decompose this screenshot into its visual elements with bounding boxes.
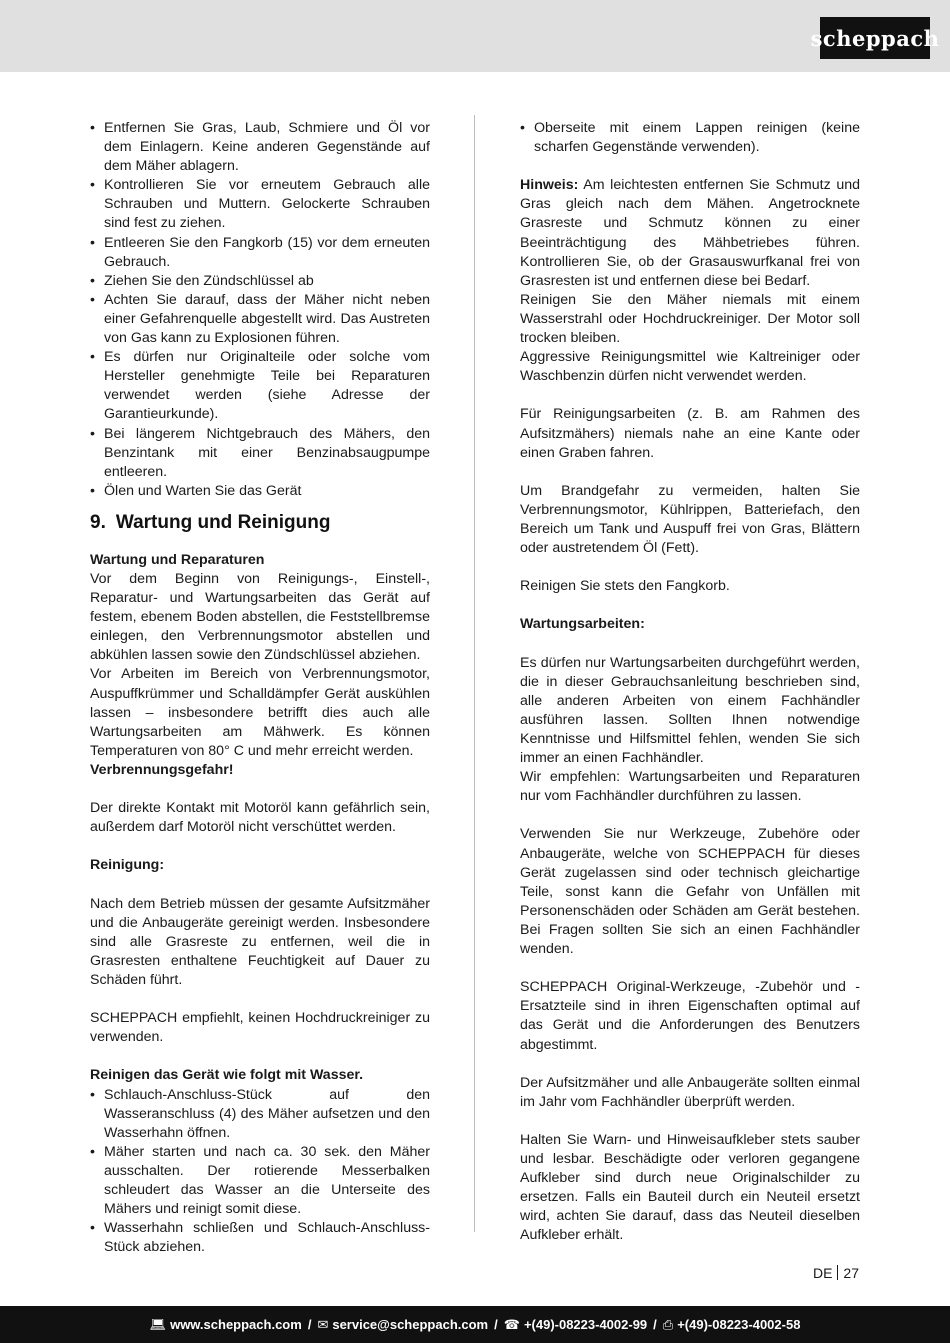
list-item: • Oberseite mit einem Lappen reinigen (keine scharfen Gegenstände verwenden). xyxy=(520,119,860,157)
edge-paragraph: Für Reinigungsarbeiten (z. B. am Rahmen des Aufsitzmähers) niemals nahe an eine Kante oder einen Graben fahren. xyxy=(520,406,860,461)
list-item: • Achten Sie darauf, dass der Mäher nicht neben einer Gefahrenquelle abgestellt wird. Das Austreten von Gas kann zu Explosionen führen. xyxy=(90,291,430,348)
list-item: • Entfernen Sie Gras, Laub, Schmiere und Öl vor dem Einlagern. Keine anderen Gegenstände auf dem Mäher ablagern. xyxy=(90,119,430,176)
maintenance-works-paragraph: Es dürfen nur Wartungsarbeiten durchgeführt werden, die in dieser Gebrauchsanleitung beschrieben sind, alle anderen Arbeiten von einem Fachhändler ausführen lassen. Sollten Ihnen notwendige Kenntnisse und Hilfsmittel fehlen, wenden Sie sich immer an einen Fachhändler. xyxy=(520,654,860,767)
right-column xyxy=(520,119,860,1246)
fire-paragraph: Um Brandgefahr zu vermeiden, halten Sie Verbrennungsmotor, Kühlrippen, Batteriefach, den Bereich um Tank und Auspuff frei von Gras, Blättern oder austretendem Öl (Fett). xyxy=(520,482,860,557)
page-language: DE xyxy=(812,1265,833,1281)
hint-paragraph xyxy=(520,176,860,291)
list-item: • Entleeren Sie den Fangkorb (15) vor dem erneuten Gebrauch. xyxy=(90,234,430,272)
list-item: • Kontrollieren Sie vor erneutem Gebrauch alle Schrauben und Muttern. Gelockerte Schrauben sind fest zu ziehen. xyxy=(90,176,430,233)
phone-icon: ☎︎ xyxy=(503,1316,520,1332)
maintenance-paragraph-2: Vor Arbeiten im Bereich von Verbrennungsmotor, Auspuffkrümmer und Schalldämpfer Gerät auskühlen lassen – insbesondere betrifft dies auch alle Wartungsarbeiten am Mähwerk. Es können Temperaturen von 80° C und mehr erreicht werden. xyxy=(90,666,430,759)
basket-paragraph: Reinigen Sie stets den Fangkorb. xyxy=(520,578,730,595)
footer-website-link[interactable]: www.scheppach.com xyxy=(170,1317,302,1332)
footer-phone: +(49)-08223-4002-99 xyxy=(523,1317,648,1332)
scheppach-logo: scheppach xyxy=(820,17,930,59)
recommendation-paragraph: Wir empfehlen: Wartungsarbeiten und Reparaturen nur vom Fachhändler durchführen zu lassen. xyxy=(520,769,860,805)
left-column xyxy=(90,119,430,1257)
footer-fax: +(49)-08223-4002-58 xyxy=(677,1317,801,1332)
computer-icon: 💻︎ xyxy=(149,1316,167,1332)
list-item: • Ziehen Sie den Zündschlüssel ab xyxy=(90,272,430,291)
tools-paragraph: Verwenden Sie nur Werkzeuge, Zubehöre oder Anbaugeräte, welche von SCHEPPACH für dieses Gerät zugelassen sind oder technisch gleichartige Teile, sonst kann die Gefahr von Unfällen mit Personenschäden oder Schäden am Gerät bestehen. Bei Fragen sollten Sie sich an einen Fachhändler wenden. xyxy=(520,826,860,958)
storage-bullet-list xyxy=(90,119,430,501)
fax-icon: ⎙ xyxy=(662,1316,674,1332)
list-item: • Mäher starten und nach ca. 30 sek. den Mäher ausschalten. Der rotierende Messerbalken schleudert das Wasser an die Unterseite des Mähers und reinigt somit diese. xyxy=(90,1143,430,1219)
stickers-paragraph: Halten Sie Warn- und Hinweisaufkleber stets sauber und lesbar. Beschädigte oder verloren gegangene Aufkleber sind durch neue Originalschilder zu ersetzen. Falls ein Bauteil durch ein Neuteil ersetzt wird, achten Sie darauf, dass das Neuteil dieselben Aufkleber erhält. xyxy=(520,1131,860,1244)
list-item: • Es dürfen nur Originalteile oder solche vom Hersteller genehmigte Teile bei Reparaturen verwendet werden (siehe Adresse der Garantieurkunde). xyxy=(90,348,430,424)
header-bar xyxy=(0,0,950,72)
list-item: • Ölen und Warten Sie das Gerät xyxy=(90,482,430,501)
hint-text: Am leichtesten entfernen Sie Schmutz und Gras gleich nach dem Mähen. Angetrocknete Grasreste und Schmutz können zu einer Beeinträchtigung des Mähbetriebes führen. Kontrollieren Sie, ob der Grasauswurfkanal frei von Grasresten ist und entfernen diese bei Bedarf. xyxy=(520,177,860,289)
page-number xyxy=(813,1265,859,1281)
maintenance-paragraph: Vor dem Beginn von Reinigungs-, Einstell-, Reparatur- und Wartungsarbeiten das Gerät auf festem, ebenem Boden abstellen, die Feststellbremse einlegen, den Verbrennungsmotor abstellen und abkühlen lassen sowie den Zündschlüssel abziehen. xyxy=(90,570,430,664)
list-item: • Wasserhahn schließen und Schlauch-Anschluss-Stück abziehen. xyxy=(90,1219,430,1257)
footer-bar: 💻︎ www.scheppach.com / ✉︎ service@scheppach.com / ☎︎ +(49)-08223-4002-99 / ⎙ +(49)-08223-4002-58 xyxy=(0,1306,950,1343)
cleaning-paragraph: Nach dem Betrieb müssen der gesamte Aufsitzmäher und die Anbaugeräte gereinigt werden. Insbesondere sind alle Grasreste zu entfernen, weil die in Grasresten enthaltene Feuchtigkeit auf Dauer zu Schäden führt. xyxy=(90,895,430,988)
section-number: 9. xyxy=(90,511,106,533)
footer-email-link[interactable]: service@scheppach.com xyxy=(332,1317,489,1332)
hint-label: Hinweis: xyxy=(520,177,579,194)
water-cleaning-list xyxy=(90,1086,430,1258)
maintenance-heading: Wartung und Reparaturen xyxy=(90,551,265,568)
yearly-check-paragraph: Der Aufsitzmäher und alle Anbaugeräte sollten einmal im Jahr vom Fachhändler überprüft werden. xyxy=(520,1074,860,1110)
page-number-value: 27 xyxy=(843,1265,859,1281)
top-bullet-list xyxy=(520,119,860,157)
aggressive-cleaner-paragraph: Aggressive Reinigungsmittel wie Kaltreiniger oder Waschbenzin dürfen nicht verwendet werden. xyxy=(520,349,860,385)
pressure-washer-paragraph: SCHEPPACH empfiehlt, keinen Hochdruckreiniger zu verwenden. xyxy=(90,1010,430,1046)
water-jet-paragraph: Reinigen Sie den Mäher niemals mit einem Wasserstrahl oder Hochdruckreiniger. Der Motor soll trocken bleiben. xyxy=(520,291,860,347)
water-cleaning-heading: Reinigen das Gerät wie folgt mit Wasser. xyxy=(90,1067,364,1084)
burn-warning: Verbrennungsgefahr! xyxy=(90,761,234,778)
list-item: • Bei längerem Nichtgebrauch des Mähers, den Benzintank mit einer Benzinabsaugpumpe entleeren. xyxy=(90,425,430,482)
original-parts-paragraph: SCHEPPACH Original-Werkzeuge, -Zubehör und -Ersatzteile sind in ihren Eigenschaften optimal auf das Gerät und die Anforderungen des Benutzers abgestimmt. xyxy=(520,979,860,1053)
section-heading xyxy=(90,511,430,535)
cleaning-heading: Reinigung: xyxy=(90,857,165,874)
oil-paragraph: Der direkte Kontakt mit Motoröl kann gefährlich sein, außerdem darf Motoröl nicht verschüttet werden. xyxy=(90,800,430,836)
column-divider xyxy=(474,115,475,1232)
list-item: • Schlauch-Anschluss-Stück auf den Wasseranschluss (4) des Mäher aufsetzen und den Wasserhahn öffnen. xyxy=(90,1086,430,1143)
mail-icon: ✉︎ xyxy=(317,1316,329,1332)
maintenance-works-heading: Wartungsarbeiten: xyxy=(520,616,645,633)
section-title: Wartung und Reinigung xyxy=(115,511,331,533)
